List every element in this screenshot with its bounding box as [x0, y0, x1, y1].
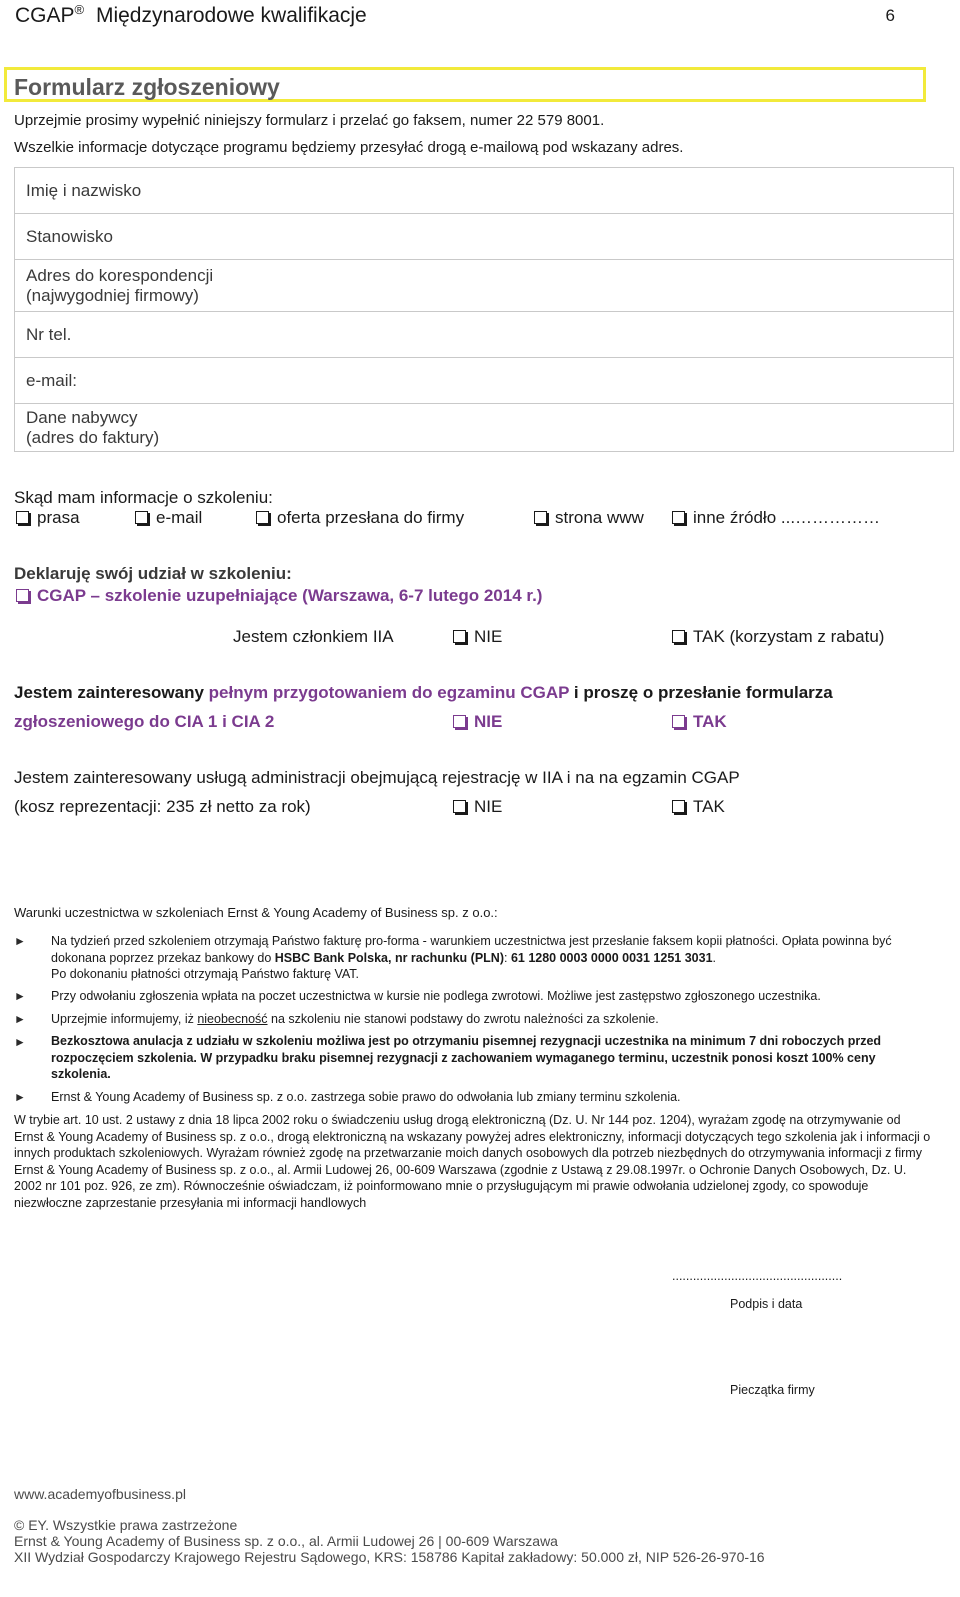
- admin-service-line: Jestem zainteresowany usługą administracji obejmującą rejestrację w IIA i na na egzamin CGAP: [14, 768, 740, 787]
- prep-interest-line: Jestem zainteresowany pełnym przygotowaniem do egzaminu CGAP i proszę o przesłanie formularza: [14, 683, 833, 702]
- checkbox-icon: [16, 511, 29, 524]
- field-label-phone: Nr tel.: [15, 312, 268, 358]
- prep-no-option[interactable]: NIE: [453, 712, 502, 732]
- bullet-arrow-icon: ►: [14, 1090, 26, 1104]
- header-subtitle: Międzynarodowe kwalifikacje: [95, 4, 367, 27]
- source-option-website[interactable]: strona www: [534, 508, 644, 528]
- source-option-other[interactable]: inne źródło ...……………: [672, 508, 880, 528]
- admin-yes-option[interactable]: TAK: [672, 797, 725, 817]
- checkbox-icon: [453, 800, 466, 813]
- bullet-arrow-icon: ►: [14, 989, 26, 1003]
- name-input[interactable]: [267, 168, 954, 214]
- bullet-arrow-icon: ►: [14, 1012, 26, 1026]
- checkbox-icon: [672, 630, 685, 643]
- prep-yes-option[interactable]: TAK: [672, 712, 727, 732]
- field-row-email: [15, 358, 954, 404]
- stamp-label: Pieczątka firmy: [730, 1383, 815, 1397]
- email-input[interactable]: [267, 358, 954, 404]
- field-row-position: [15, 214, 954, 260]
- intro-line-2: Wszelkie informacje dotyczące programu będziemy przesyłać drogą e-mailową pod wskazany adres.: [14, 139, 684, 156]
- registration-fields-table: [14, 167, 954, 452]
- membership-label: Jestem członkiem IIA: [233, 627, 394, 646]
- registered-mark: ®: [74, 2, 85, 17]
- footer-copyright: © EY. Wszystkie prawa zastrzeżone: [14, 1517, 238, 1533]
- field-label-position: Stanowisko: [15, 214, 268, 260]
- field-row-buyer: [15, 404, 954, 452]
- signature-line[interactable]: .................................................: [672, 1269, 843, 1283]
- terms-free-cancellation: Bezkosztowa anulacja z udziału w szkoleniu możliwa jest po otrzymaniu pisemnej rezygnacji uczestnika na minimum 7 dni roboczych przed rozpoczęciem szkolenia. W przypadku braku pisemnej rezygnacji z zachowaniem wymaganego terminu, uczestnik ponosi koszt 100% ceny szkolenia.: [51, 1034, 882, 1081]
- admin-no-option[interactable]: NIE: [453, 797, 502, 817]
- source-option-press[interactable]: prasa: [16, 508, 80, 528]
- field-row-phone: [15, 312, 954, 358]
- checkbox-icon: [453, 715, 466, 728]
- course-option-cgap[interactable]: CGAP – szkolenie uzupełniające (Warszawa, 6-7 lutego 2014 r.): [16, 586, 542, 606]
- admin-service-cost: (kosz reprezentacji: 235 zł netto za rok): [14, 797, 311, 816]
- field-label-address: Adres do korespondencji (najwygodniej firmowy): [15, 260, 268, 312]
- position-input[interactable]: [267, 214, 954, 260]
- checkbox-icon: [453, 630, 466, 643]
- phone-input[interactable]: [267, 312, 954, 358]
- source-option-offer[interactable]: oferta przesłana do firmy: [256, 508, 464, 528]
- consent-statement: W trybie art. 10 ust. 2 ustawy z dnia 18 lipca 2002 roku o świadczeniu usług drogą elektroniczną (Dz. U. Nr 144 poz. 1204), wyrażam zgodę na otrzymywanie od Ernst & Young Academy of Business sp. z o.o., drogą elektroniczną na wskazany powyżej adres elektroniczny, informacji dotyczących tego szkolenia jak i informacji o innych produktach szkoleniowych. Wyrażam również zgodę na przetwarzanie moich danych osobowych dla potrzeb niezbędnych do otrzymywania informacji z firmy Ernst & Young Academy of Business sp. z o.o., al. Armii Ludowej 26, 00-609 Warszawa (zgodnie z Ustawą z 29.08.1997r. o Ochronie Danych Osobowych, Dz. U. 2002 nr 101 poz. 926, ze zm). Równocześnie oświadczam, iż poinformowano mnie o przysługującym mi prawie odwołania udzielonej zgody, co spowoduje niezwłoczne zaprzestanie przesyłania mi informacji handlowych: [14, 1113, 931, 1210]
- source-option-email[interactable]: e-mail: [135, 508, 202, 528]
- checkbox-icon: [256, 511, 269, 524]
- footer-url[interactable]: www.academyofbusiness.pl: [14, 1486, 186, 1502]
- footer-registry: XII Wydział Gospodarczy Krajowego Rejestru Sądowego, KRS: 158786 Kapitał zakładowy: 50.000 zł, NIP 526-26-970-16: [14, 1549, 765, 1565]
- signature-label: Podpis i data: [730, 1297, 803, 1311]
- document-header-title: [15, 2, 367, 28]
- field-row-name: [15, 168, 954, 214]
- terms-heading: Warunki uczestnictwa w szkoleniach Ernst & Young Academy of Business sp. z o.o.:: [14, 905, 498, 920]
- buyer-input[interactable]: [267, 404, 954, 452]
- terms-cancellation: Przy odwołaniu zgłoszenia wpłata na poczet uczestnictwa w kursie nie podlega zwrotowi. Możliwe jest zastępstwo zgłoszonego uczestnika.: [51, 989, 821, 1003]
- prep-interest-line-2: zgłoszeniowego do CIA 1 i CIA 2: [14, 712, 275, 731]
- address-input[interactable]: [267, 260, 954, 312]
- bullet-arrow-icon: ►: [14, 934, 26, 948]
- membership-no-option[interactable]: NIE: [453, 627, 502, 647]
- checkbox-icon: [672, 715, 685, 728]
- brand-name: CGAP: [15, 4, 75, 27]
- checkbox-icon: [672, 511, 685, 524]
- intro-line-1: Uprzejmie prosimy wypełnić niniejszy formularz i przelać go faksem, numer 22 579 8001.: [14, 112, 605, 129]
- terms-reschedule: Ernst & Young Academy of Business sp. z o.o. zastrzega sobie prawo do odwołania lub zmiany terminu szkolenia.: [51, 1090, 681, 1104]
- field-label-email: e-mail:: [15, 358, 268, 404]
- field-label-name: Imię i nazwisko: [15, 168, 268, 214]
- checkbox-icon: [534, 511, 547, 524]
- terms-absence: Uprzejmie informujemy, iż nieobecność na szkoleniu nie stanowi podstawy do zwrotu należności za szkolenie.: [51, 1012, 659, 1026]
- membership-yes-option[interactable]: TAK (korzystam z rabatu): [672, 627, 884, 647]
- terms-payment: Na tydzień przed szkoleniem otrzymają Państwo fakturę pro-forma - warunkiem uczestnictwa jest przesłanie faksem kopii płatności. Opłata powinna być dokonana poprzez przekaz bankowy do HSBC Bank Polska, nr rachunku (PLN): 61 1280 0003 0000 0031 1251 3031. Po dokonaniu płatności otrzymają Państwo fakturę VAT.: [51, 934, 892, 981]
- footer-address: Ernst & Young Academy of Business sp. z o.o., al. Armii Ludowej 26 | 00-609 Warszawa: [14, 1533, 558, 1549]
- source-question: Skąd mam informacje o szkoleniu:: [14, 488, 273, 507]
- bullet-arrow-icon: ►: [14, 1035, 26, 1049]
- declaration-heading: Deklaruję swój udział w szkoleniu:: [14, 564, 292, 583]
- checkbox-icon: [16, 589, 29, 602]
- checkbox-icon: [672, 800, 685, 813]
- field-label-buyer: Dane nabywcy (adres do faktury): [15, 404, 268, 452]
- checkbox-icon: [135, 511, 148, 524]
- field-row-address: [15, 260, 954, 312]
- form-title: Formularz zgłoszeniowy: [14, 74, 280, 100]
- page-number: 6: [885, 6, 895, 25]
